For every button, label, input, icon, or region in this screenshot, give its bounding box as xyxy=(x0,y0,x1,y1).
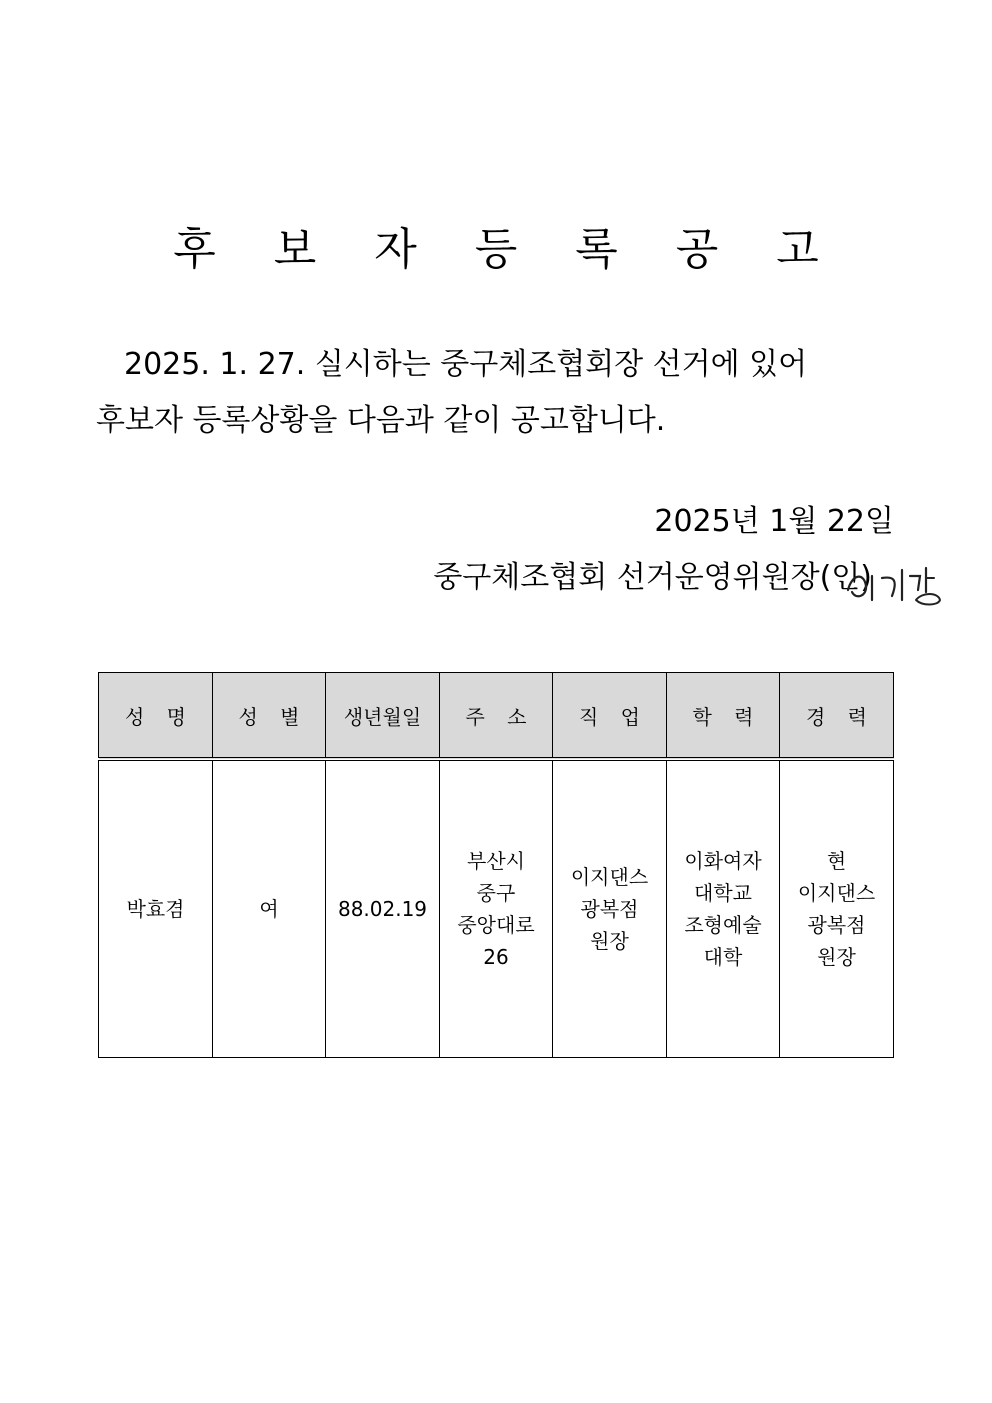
notice-body xyxy=(96,337,896,449)
career-line: 원장 xyxy=(817,945,856,969)
candidate-table xyxy=(98,672,894,1058)
notice-date: 2025년 1월 22일 xyxy=(654,504,894,539)
address-line: 중앙대로 xyxy=(457,913,535,937)
job-line: 이지댄스 xyxy=(570,865,649,889)
education-line: 대학교 xyxy=(694,881,752,905)
career-line: 광복점 xyxy=(807,913,866,937)
header-address: 주 소 xyxy=(440,673,553,760)
address-line: 부산시 xyxy=(467,849,525,873)
header-education: 학 력 xyxy=(667,673,780,760)
header-job: 직 업 xyxy=(553,673,667,760)
career-line: 현 xyxy=(826,849,847,873)
notice-body-line-1: 2025. 1. 27. 실시하는 중구체조협회장 선거에 있어 xyxy=(124,347,808,382)
notice-body-line-2: 후보자 등록상황을 다음과 같이 공고합니다. xyxy=(96,403,666,438)
cell-address xyxy=(440,759,553,1058)
cell-education xyxy=(667,759,780,1058)
handwritten-signature xyxy=(842,556,950,608)
header-gender: 성 별 xyxy=(213,673,326,760)
job-line: 원장 xyxy=(590,929,629,953)
career-line: 이지댄스 xyxy=(797,881,876,905)
address-line: 중구 xyxy=(476,881,516,905)
cell-job xyxy=(553,759,667,1058)
education-line: 대학 xyxy=(703,945,743,969)
cell-name: 박효겸 xyxy=(99,759,213,1058)
job-line: 광복점 xyxy=(580,897,639,921)
cell-gender: 여 xyxy=(213,759,326,1058)
page-title: 후 보 자 등 록 공 고 xyxy=(173,224,841,275)
table-row xyxy=(99,759,894,1058)
issuer-line: 중구체조협회 선거운영위원장(인) xyxy=(433,560,872,595)
cell-birthdate: 88.02.19 xyxy=(326,759,440,1058)
table-header-row xyxy=(99,673,894,760)
header-career: 경 력 xyxy=(780,673,894,760)
header-name: 성 명 xyxy=(99,673,213,760)
cell-career xyxy=(780,759,894,1058)
header-birthdate: 생년월일 xyxy=(326,673,440,760)
address-line: 26 xyxy=(483,945,509,969)
education-line: 조형예술 xyxy=(684,913,762,937)
education-line: 이화여자 xyxy=(684,849,762,873)
